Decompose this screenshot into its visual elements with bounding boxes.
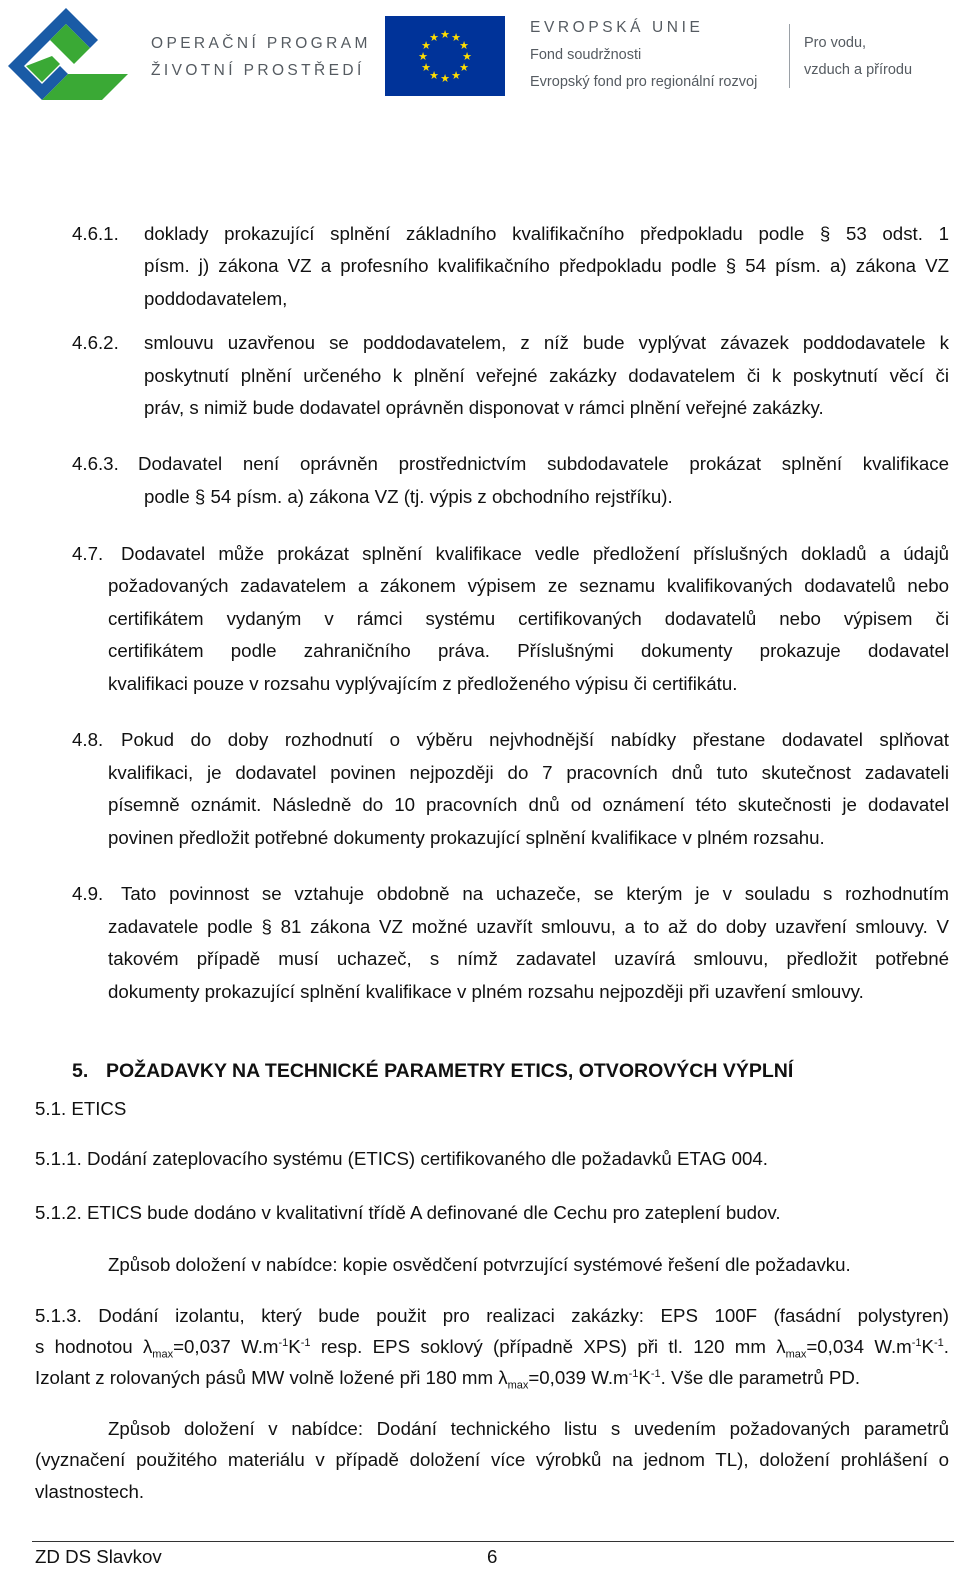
paragraph-line: certifikátem vydaným v rámci systému certifikovaných dodavatelů nebo výpisem či <box>108 608 949 629</box>
motto-line2: vzduch a přírodu <box>804 62 913 78</box>
paragraph-513-proof-line: (vyznačení použitého materiálu v případě doložení více výrobků na jednom TL), doložení prohlášení o <box>35 1449 949 1470</box>
svg-text:★: ★ <box>421 39 431 52</box>
svg-text:★: ★ <box>421 61 431 74</box>
paragraph-line: Dodavatel může prokázat splnění kvalifikace vedle předložení příslušných dokladů a údajů <box>121 543 949 564</box>
item-number: 4.9. <box>72 883 104 904</box>
svg-text:★: ★ <box>459 61 469 74</box>
svg-text:★: ★ <box>462 50 472 63</box>
opzp-logo-icon <box>4 6 132 106</box>
item-number: 4.6.1. <box>72 223 119 244</box>
footer-document-name: ZD DS Slavkov <box>35 1546 162 1567</box>
paragraph-511: 5.1.1. Dodání zateplovacího systému (ETICS) certifikovaného dle požadavků ETAG 004. <box>35 1148 768 1169</box>
paragraph-line: kvalifikaci pouze v rozsahu vyplývajícím z předloženého výpisu či certifikátu. <box>108 673 738 694</box>
svg-text:★: ★ <box>429 69 439 82</box>
section-number: 5. <box>72 1060 89 1082</box>
paragraph-line: takovém případě musí uchazeč, s nímž zadavatel uzavírá smlouvu, předložit potřebné <box>108 948 949 969</box>
svg-text:★: ★ <box>451 69 461 82</box>
svg-text:★: ★ <box>451 31 461 44</box>
paragraph-513-proof-line: Způsob doložení v nabídce: Dodání technického listu s uvedením požadovaných parametrů <box>108 1418 949 1439</box>
paragraph-513-line2: s hodnotou $\lambda_{max}=0,037$ $W.m^{-1}K^{-1}$ resp. EPS soklový (případně XPS) při tl. 120 mm $\lambda_{max}=0,034$ $W.m^{-1}K^{-1}$. <box>35 1336 949 1361</box>
paragraph-513-proof-line: vlastnostech. <box>35 1481 145 1502</box>
paragraph-line: písm. j) zákona VZ a profesního kvalifikačního předpokladu podle § 54 písm. a) zákona VZ <box>144 255 949 276</box>
footer-divider <box>32 1541 954 1542</box>
svg-text:★: ★ <box>418 50 428 63</box>
program-name-line2: ŽIVOTNÍ PROSTŘEDÍ <box>151 62 365 79</box>
section-title: POŽADAVKY NA TECHNICKÉ PARAMETRY ETICS, OTVOROVÝCH VÝPLNÍ <box>106 1060 794 1082</box>
paragraph-line: kvalifikaci, je dodavatel povinen nejpozději do 7 pracovních dnů tuto skutečnost zadavateli <box>108 762 949 783</box>
eu-title: EVROPSKÁ UNIE <box>530 19 704 36</box>
svg-text:★: ★ <box>440 72 450 85</box>
paragraph-line: Pokud do doby rozhodnutí o výběru nejvhodnější nabídky přestane dodavatel splňovat <box>121 729 949 750</box>
paragraph-line: Dodavatel není oprávněn prostřednictvím subdodavatele prokázat splnění kvalifikace <box>138 453 949 474</box>
item-number: 4.8. <box>72 729 104 750</box>
paragraph-512: 5.1.2. ETICS bude dodáno v kvalitativní třídě A definované dle Cechu pro zateplení budov. <box>35 1202 781 1223</box>
paragraph-line: práv, s nimiž bude dodavatel oprávněn disponovat v rámci plnění veřejné zakázky. <box>144 397 824 418</box>
paragraph-line: certifikátem podle zahraničního práva. Příslušnými dokumenty prokazuje dodavatel <box>108 640 949 661</box>
eu-fund-2: Evropský fond pro regionální rozvoj <box>530 74 758 90</box>
paragraph-513-line1: 5.1.3. Dodání izolantu, který bude použit pro realizaci zakázky: EPS 100F (fasádní polystyren) <box>35 1305 949 1326</box>
paragraph-line: podle § 54 písm. a) zákona VZ (tj. výpis z obchodního rejstříku). <box>144 486 673 507</box>
paragraph-line: písemně oznámit. Následně do 10 pracovních dnů od oznámení této skutečnosti je dodavatel <box>108 794 949 815</box>
item-number: 4.6.3. <box>72 453 119 474</box>
paragraph-line: poskytnutí plnění určeného k plnění veřejné zakázky dodavatelem či k poskytnutí věcí či <box>144 365 949 386</box>
header-divider <box>789 24 790 88</box>
paragraph-line: poddodavatelem, <box>144 288 288 309</box>
paragraph-513-line3: Izolant z rolovaných pásů MW volně ložené při 180 mm $\lambda_{max}=0,039$ $W.m^{-1}K^{-1}$. Vše dle parametrů PD. <box>35 1367 861 1392</box>
eu-stars-icon <box>385 16 505 96</box>
page-number: 6 <box>487 1546 498 1567</box>
svg-text:★: ★ <box>459 39 469 52</box>
section-heading <box>72 1060 793 1083</box>
item-number: 4.6.2. <box>72 332 119 353</box>
paragraph-line: zadavatele podle § 81 zákona VZ možné uzavřít smlouvu, a to až do doby uzavření smlouvy. V <box>108 916 949 937</box>
svg-text:★: ★ <box>440 28 450 41</box>
paragraph-line: smlouvu uzavřenou se poddodavatelem, z níž bude vyplývat závazek poddodavatele k <box>144 332 949 353</box>
motto-line1: Pro vodu, <box>804 35 867 51</box>
program-name-line1: OPERAČNÍ PROGRAM <box>151 35 371 52</box>
eu-fund-1: Fond soudržnosti <box>530 47 642 63</box>
paragraph-line: doklady prokazující splnění základního kvalifikačního předpokladu podle § 53 odst. 1 <box>144 223 949 244</box>
subsection-heading: 5.1. ETICS <box>35 1098 127 1119</box>
item-number: 4.7. <box>72 543 104 564</box>
paragraph-line: povinen předložit potřebné dokumenty prokazující splnění kvalifikace v plném rozsahu. <box>108 827 825 848</box>
eu-flag-icon <box>385 16 505 96</box>
paragraph-line: dokumenty prokazující splnění kvalifikace v plném rozsahu nejpozději při uzavření smlouvy. <box>108 981 864 1002</box>
paragraph-512-proof: Způsob doložení v nabídce: kopie osvědčení potvrzující systémové řešení dle požadavku. <box>108 1254 851 1275</box>
svg-text:★: ★ <box>429 31 439 44</box>
paragraph-line: požadovaných zadavatelem a zákonem výpisem ze seznamu kvalifikovaných dodavatelů nebo <box>108 575 949 596</box>
paragraph-line: Tato povinnost se vztahuje obdobně na uchazeče, se kterým je v souladu s rozhodnutím <box>121 883 949 904</box>
